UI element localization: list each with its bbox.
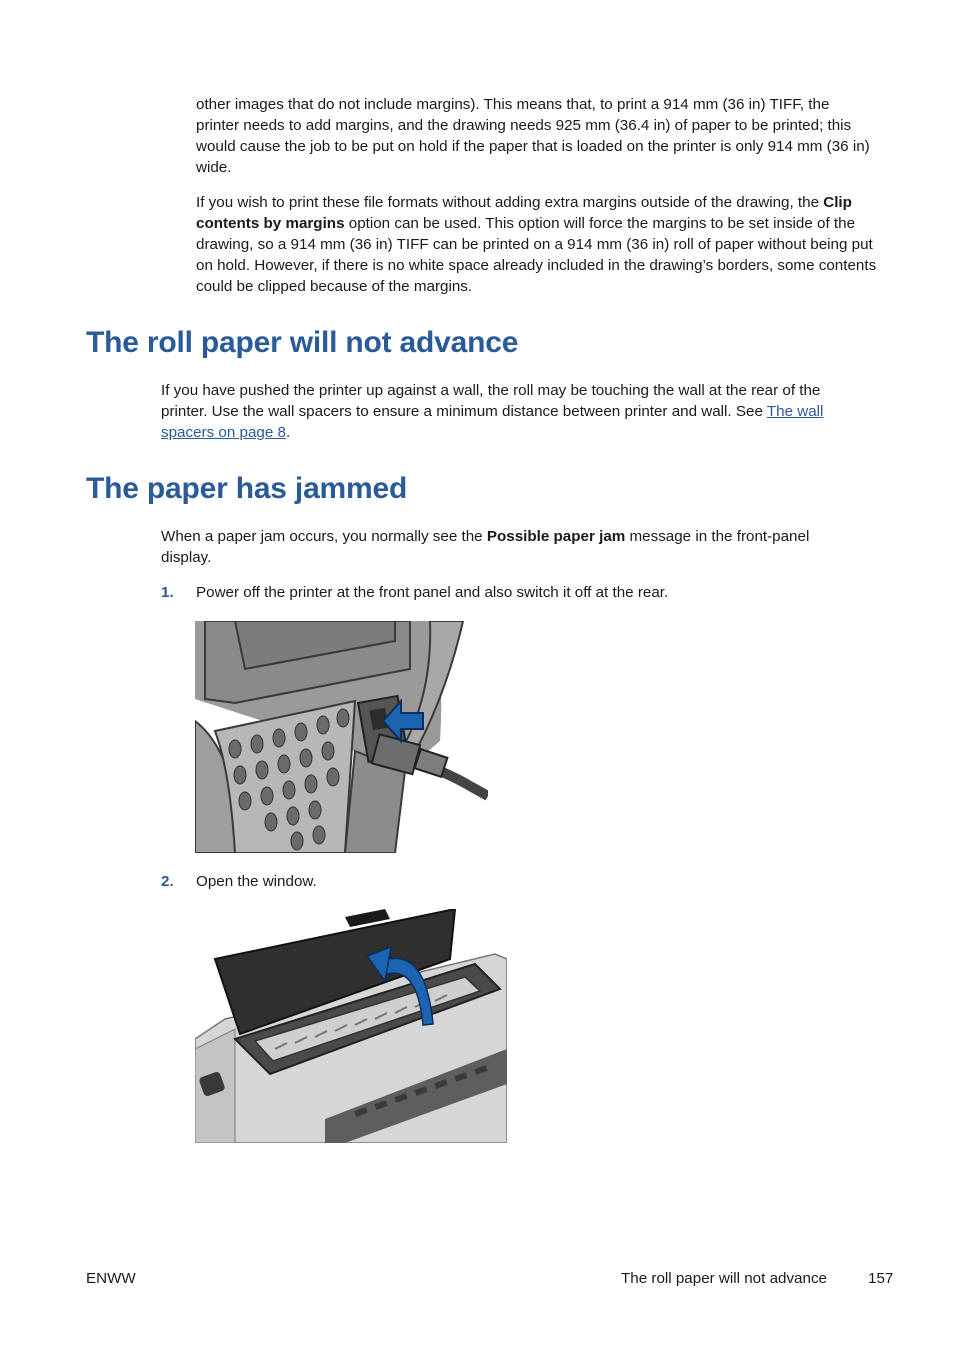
step-1-text: Power off the printer at the front panel and also switch it off at the rear. (196, 584, 669, 601)
intro-paragraph-2 (196, 192, 886, 297)
clip-contents-option-name: Clip contents by margins (196, 194, 852, 232)
footer-section-title: The roll paper will not advance (621, 1270, 827, 1287)
open-window-drawing (195, 909, 507, 1143)
paper-jam-intro (161, 526, 861, 568)
section-heading-roll-paper: The roll paper will not advance (86, 326, 519, 359)
section-heading-paper-jammed: The paper has jammed (86, 472, 408, 505)
intro-paragraph-2-lead: If you wish to print these file formats without adding extra margins outside of the drawing, the (196, 194, 824, 211)
footer-left-label: ENWW (86, 1270, 136, 1287)
roll-paper-paragraph (161, 380, 856, 443)
intro-paragraph-2-rest: option can be used. This option will force the margins to be set inside of the drawing, so a 914 mm (36 in) TIFF can be printed on a 914 mm (36 in) roll of paper without being put on hold. However, if there is no white space already included in the drawing’s borders, some contents could be clipped because of the margins. (196, 215, 877, 295)
intro-paragraph-1-text: other images that do not include margins). This means that, to print a 914 mm (36 in) TIFF, the printer needs to add margins, and the drawing needs 925 mm (36.4 in) of paper to be printed; this would cause the job to be put on hold if the paper that is loaded on the printer is only 914 mm (36 in) wide. (196, 96, 870, 176)
power-switch-drawing (195, 621, 488, 853)
step-2-number: 2. (161, 873, 174, 890)
roll-paper-text-end: . (285, 424, 291, 441)
roll-paper-text: If you have pushed the printer up against a wall, the roll may be touching the wall at the rear of the printer. Use the wall spacers to ensure a minimum distance between printer and wall. See (161, 382, 821, 420)
paper-jam-intro-rest: message in the front-panel display. (161, 528, 810, 566)
open-window-illustration (195, 909, 507, 1143)
step-1-number: 1. (161, 584, 174, 601)
wall-spacers-link[interactable]: The wall spacers on page 8 (161, 403, 824, 441)
page-number: 157 (868, 1270, 894, 1287)
intro-paragraph-1 (196, 94, 876, 178)
power-switch-illustration (195, 621, 488, 853)
step-2-text: Open the window. (196, 873, 317, 890)
possible-paper-jam-message: Possible paper jam (486, 528, 626, 545)
paper-jam-intro-text: When a paper jam occurs, you normally see the (161, 528, 487, 545)
